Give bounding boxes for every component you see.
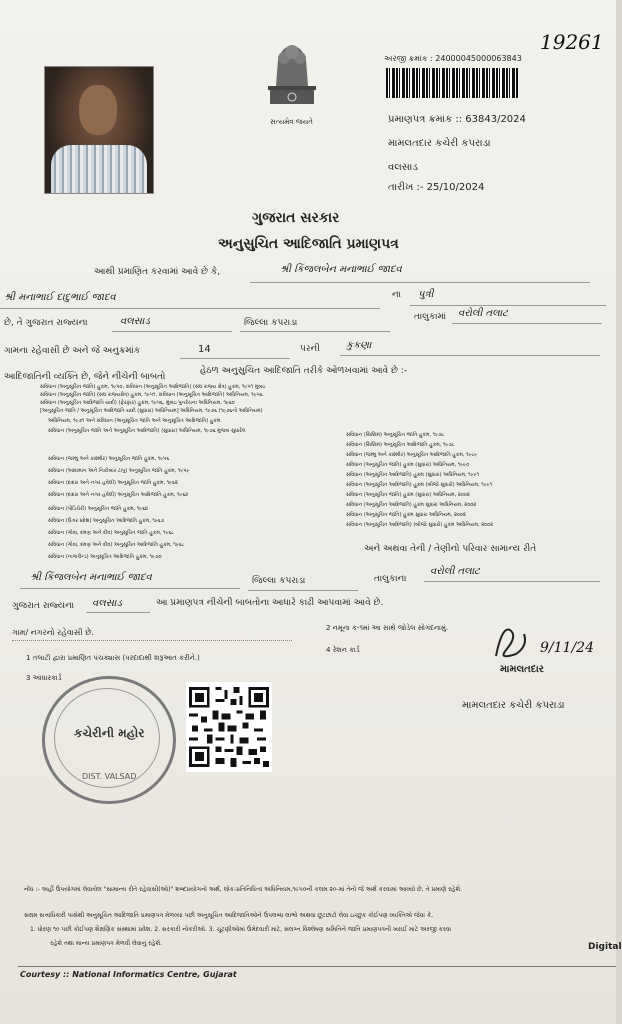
signature-date: 9/11/24	[540, 640, 594, 656]
seal-bottom-text: DIST. VALSAD	[82, 772, 137, 781]
jilla-value: જિલ્લા કપરાડા	[244, 318, 298, 328]
barcode	[386, 68, 518, 98]
fine-line: સંવિધાન (દાદરા અને નગર હવેલી) અનુસૂચિત જાતિ હુકમ, ૧૯૬૨	[48, 480, 178, 486]
fine-line: સંવિધાન (આંદામાન અને નિકોબાર ટાપુ) અનુસૂચિત જાતિ હુકમ, ૧૯૫૯	[48, 468, 190, 474]
national-emblem-icon	[262, 40, 322, 122]
taluka-label: તાલુકામાં	[414, 312, 447, 322]
name-underline	[250, 282, 590, 283]
fine-line: સંવિધાન (અનુસૂચિત જાતિ અને અનુસૂચિત આદિજાતિ) (સુધારા) અધિનિયમ, ૧૯૭૬ મુજબ સુધારેલ	[48, 428, 246, 434]
state-district: વલસાડ	[120, 316, 150, 327]
taluka-underline	[452, 323, 602, 324]
fine-line: સંવિધાન (પોંડિચેરી) અનુસૂચિત જાતિ હુકમ, ૧૯૬૪	[48, 506, 149, 512]
fine-line: સંવિધાન (સિક્કિમ) અનુસૂચિત જાતિ હુકમ, ૧૯૭૮	[346, 432, 445, 438]
taluka-value-2: વરોલી તલાટ	[430, 566, 480, 577]
state-label-2: ગુજરાત રાજ્યના	[12, 601, 75, 611]
district-underline	[112, 331, 232, 332]
jilla-underline	[240, 331, 390, 332]
taluka-value: વરોલી તલાટ	[458, 308, 508, 319]
father-name: શ્રી મનાભાઈ દાદુભાઈ જાદવ	[4, 292, 116, 303]
footer-rule	[18, 966, 616, 967]
fine-line: અધિનિયમ, ૧૯૭૧ અને સંવિધાન (અનુસૂચિત જાતિ અને અનુસૂચિત આદિજાતિ) હુકમ	[48, 418, 221, 424]
fine-line: સંવિધાન (ગોવા, દમણ અને દીવ) અનુસૂચિત આદિજાતિ હુકમ, ૧૯૬૮	[48, 542, 185, 548]
certificate-number: પ્રમાણપત્ર ક્રમાંક :: 63843/2024	[388, 114, 526, 125]
adijati-label: આદિજાતિની વ્યક્તિ છે, જેને નીચેની બાબતો	[4, 372, 166, 382]
seal-center-text: કચેરીની મહોર	[74, 726, 145, 740]
title-certificate: અનુસુચિત આદિજાતિ પ્રમાણપત્ર	[218, 236, 399, 252]
na-label: ના	[392, 290, 401, 300]
serial-number: 14	[198, 344, 211, 355]
fine-line: સંવિધાન (અનુસૂચિત આદિજાતિ) હુકમ (સુધારા) અધિનિયમ, ૧૯૯૧	[346, 472, 479, 478]
fine-line: સંવિધાન (અનુસૂચિત આદિજાતિ) હુકમ સુધારા અધિનિયમ, ૨૦૦૨	[346, 502, 477, 508]
fine-line: સંવિધાન (અનુસૂચિત જાતિ) હુકમ સુધારા અધિનિયમ, ૨૦૦૨	[346, 512, 466, 518]
fine-line: સંવિધાન (અનુસૂચિત જાતિ) (સંઘ રાજ્યક્ષેત્ર) હુકમ, ૧૯૫૧, સંવિધાન (અનુસૂચિત આદિજાતિ) અધિનિયમ, ૧૯૫૬	[40, 392, 263, 398]
doc-item-1: 1 તલાટી દ્વારા પ્રમાણિત પંચક્યાસ (પરદાદાથી શરૂઆત કરીને.)	[26, 654, 200, 662]
state-district-2: વલસાડ	[92, 598, 122, 609]
father-underline	[0, 308, 380, 309]
issue-date: તારીખ :- 25/10/2024	[388, 182, 485, 193]
issuing-district: વલસાડ	[388, 162, 418, 173]
state2-underline	[86, 612, 150, 613]
doc-item-3: 3 આધારકાર્ડ	[26, 674, 62, 682]
application-number: અરજી ક્રમાંક : 24000045000063843	[384, 54, 522, 63]
village-label: ગામ/ નગરનો રહેવાસી છે.	[12, 628, 94, 637]
taluka2-underline	[424, 581, 600, 582]
fine-line: સંવિધાન (સિક્કિમ) અનુસૂચિત આદિજાતિ હુકમ, ૧૯૭૮	[346, 442, 455, 448]
issuing-office: મામલતદાર કચેરી કપરાડા	[388, 138, 491, 149]
note-line-2: સક્ષમ સત્તાધિકારી પાસેથી અનુસૂચિત આદિજાતિ પ્રમાણપત્ર મેળવ્યા પછી અનુસૂચિત આદિજાતિઓને ઉપલબ્ધ લાભો અથવા છૂટછાટો લેવા ઇચ્છુક કોઈપણ વ્યક્તિએ જેવા કે,	[24, 912, 433, 919]
serial-underline	[180, 358, 290, 359]
fine-line: સંવિધાન (અનુસૂચિત આદિજાતિ યાદી) (ફેરફાર) હુકમ, ૧૯૫૬, મુંબઇ પુનર્રચના અધિનિયમ, ૧૯૬૦	[40, 400, 235, 406]
relation-value: પુત્રી	[418, 289, 434, 300]
signature-designation: મામલતદાર	[500, 664, 544, 675]
jilla-value-2: જિલ્લા કપરાડા	[252, 576, 306, 586]
fine-line: સંવિધાન (દાદરા અને નગર હવેલી) અનુસૂચિત આદિજાતિ હુકમ, ૧૯૬૨	[48, 492, 189, 498]
certify-label: આથી પ્રમાણિત કરવામાં આવે છે કે,	[94, 267, 221, 277]
family-label: અને અથવા તેની / તેણીનો પરિવાર સામાન્ય રીતે	[364, 544, 537, 554]
photo-face	[79, 85, 117, 135]
note-line-4: રહેશે તથા માન્ય પ્રમાણપત્ર મેળવી લેવાનું રહેશે.	[50, 940, 163, 947]
tribe-value: કુકણા	[346, 340, 372, 351]
note-line-3: 1. ધોરણ ૧૦ પછી કોઈપણ શૈક્ષણિક સંસ્થામાં પ્રવેશ. 2. સરકારી નોકરીઓ. 3. ચૂંટણીઓમાં ઉમેદવારી માટે, સંલગ્ન વિશ્લેષણ સમિતિને જાતિ પ્રમાણપત્રની ખરાઈ માટે અરજી કરવા	[30, 926, 452, 933]
village-dotline	[12, 640, 292, 641]
qr-code-icon	[186, 682, 272, 772]
name2-underline	[20, 588, 240, 589]
state-label: છે, તે ગુજરાત રાજ્યના	[4, 318, 88, 328]
emblem-motto: સત્યમેવ જયતે	[270, 118, 313, 126]
fine-line: સંવિધાન (ગોવા, દમણ અને દીવ) અનુસૂચિત જાતિ હુકમ, ૧૯૬૮	[48, 530, 175, 536]
fine-line: સંવિધાન (અનુસૂચિત જાતિ) હુકમ, ૧૯૫૦, સંવિધાન (અનુસૂચિત આદિજાતિ) (સંઘ રાજ્ય ક્ષેત્ર) હુકમ, ૧૯૫૧ મુંબઇ	[40, 384, 266, 390]
fine-line: સંવિધાન (નાગાલેન્ડ) અનુસૂચિત આદિજાતિ હુકમ, ૧૯૭૦	[48, 554, 162, 560]
talukana-label: તાલુકાના	[374, 574, 407, 584]
applicant-photo	[44, 66, 154, 194]
under-label: હેઠળ અનુસુચિત આદિજાતિ તરીકે ઓળખવામાં આવે છે :-	[200, 366, 408, 376]
resident-label: ગામના રહેવાસી છે અને જે અનુક્રમાંક	[4, 346, 141, 356]
fine-line: સંવિધાન (અનુસૂચિત આદિજાતિ) હુકમ (બીજો સુધારો) અધિનિયમ, ૧૯૯૧	[346, 482, 493, 488]
jilla2-underline	[248, 590, 358, 591]
fine-line: સંવિધાન (અનુસૂચિત જાતિ) હુકમ (સુધારા) અધિનિયમ, ૧૯૯૦	[346, 462, 470, 468]
photo-shirt	[51, 145, 147, 193]
relation-underline	[410, 305, 606, 306]
attached-label: 2 નમૂના ક-૧માં આ સાથે જોડેલ સોગંદનામું.	[326, 624, 449, 632]
parni-label: પરની	[300, 344, 320, 354]
handwritten-number: 19261	[540, 30, 604, 54]
fine-line: [અનુસૂચિત જાતિ / અનુસૂચિત આદિજાતિ યાદી (સુધારા) અધિનિયમ] અધિનિયમ, ૧૯૭૬ (૧૯૭૬નો અધિનિયમ)	[40, 408, 263, 414]
title-government: ગુજરાત સરકાર	[252, 210, 340, 226]
person-name: શ્રી કિંજલબેન મનાભાઈ જાદવ	[280, 264, 402, 275]
person-name-2: શ્રી કિંજલબેન મનાભાઈ જાદવ	[30, 572, 152, 583]
footer-digital: Digital	[588, 942, 622, 952]
note-line-1: નોંધ :- અહીં ઉપયોગમાં લેવાયેલ "સામાન્ય રીતે રહેવાસી(ઓ)" શબ્દપ્રયોગનો અર્થ, લોક-પ્રતિનિધિત્વ અધિનિયમ,૧૯૫૦ની કલમ ૨૦-માં તેનો જે અર્થ કરવામાં આવ્યો છે, તે પ્રમાણે રહેશે.	[24, 886, 462, 893]
footer-courtesy: Courtesy :: National Informatics Centre, Gujarat	[20, 970, 237, 979]
tribe-underline	[340, 355, 600, 356]
fine-line: સંવિધાન (અનુસૂચિત જાતિ) હુકમ (સુધારા) અધિનિયમ, ૨૦૦૨	[346, 492, 470, 498]
basis-label: આ પ્રમાણપત્ર નીચેની બાબતોના આધારે કાઢી આપવામાં આવે છે.	[156, 598, 384, 608]
fine-line: સંવિધાન (ઉત્તર પ્રદેશ) અનુસૂચિત આદિજાતિ હુકમ, ૧૯૬૭	[48, 518, 165, 524]
signature-office: મામલતદાર કચેરી કપરાડા	[462, 700, 565, 711]
fine-line: સંવિધાન (જમ્મુ અને કાશ્મીર) અનુસૂચિત આદિજાતિ હુકમ, ૧૯૮૯	[346, 452, 478, 458]
doc-item-4: 4 રેશન કાર્ડ	[326, 646, 360, 654]
fine-line: સંવિધાન (અનુસૂચિત આદિજાતિ) (બીજો સુધારો) હુકમ અધિનિયમ, ૨૦૦૨	[346, 522, 494, 528]
fine-line: સંવિધાન (જમ્મુ અને કાશ્મીર) અનુસૂચિત જાતિ હુકમ, ૧૯૫૬	[48, 456, 170, 462]
